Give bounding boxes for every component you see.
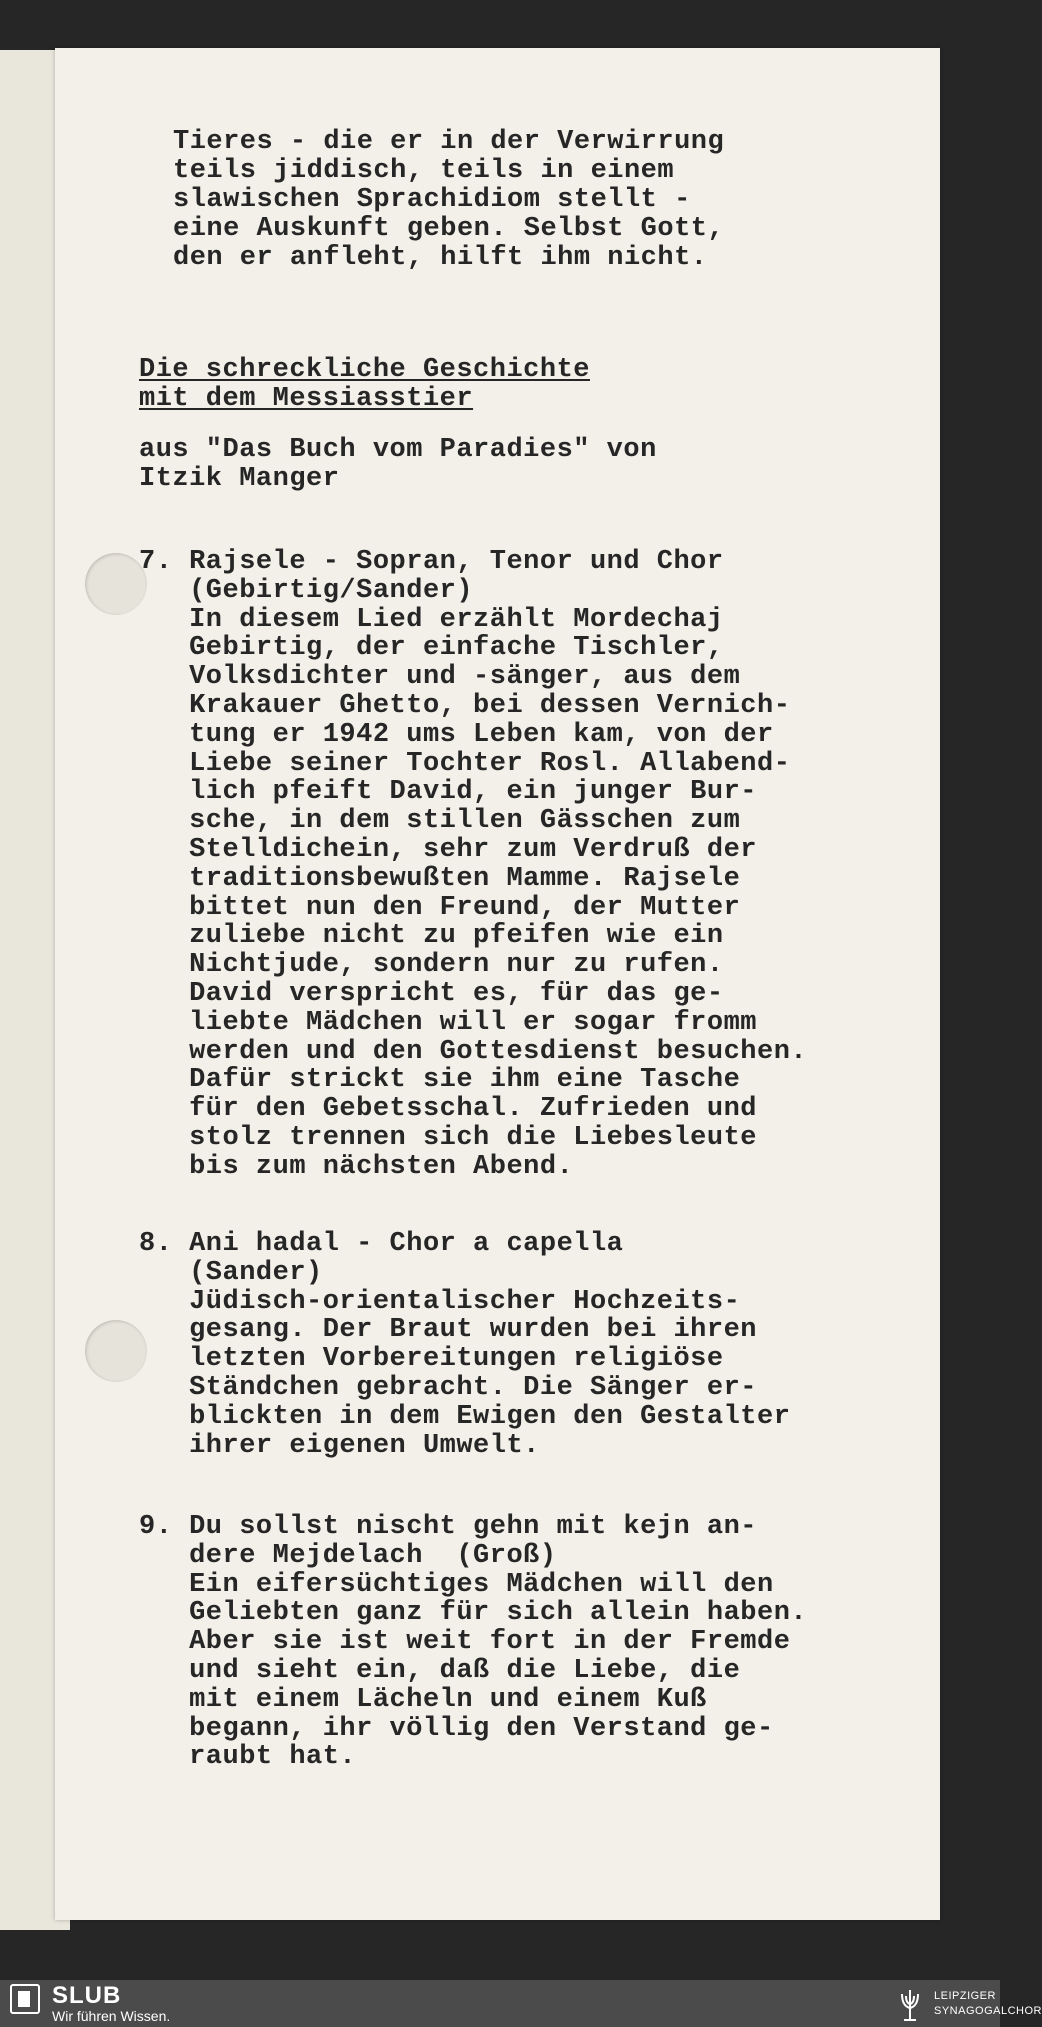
text-line: traditionsbewußten Mamme. Rajsele [139, 863, 741, 894]
text-line: stolz trennen sich die Liebesleute [139, 1123, 757, 1153]
text-line: werden und den Gottesdienst besuchen. [139, 1036, 808, 1067]
text-line: sche, in dem stillen Gässchen zum [139, 806, 741, 837]
text-line: aus "Das Buch vom Paradies" von [139, 435, 657, 465]
text-line: blickten in dem Ewigen den Gestalter [139, 1401, 791, 1432]
text-line: gesang. Der Braut wurden bei ihren [139, 1315, 757, 1346]
text-line: ihrer eigenen Umwelt. [139, 1430, 540, 1461]
text-line: letzten Vorbereitungen religiöse [139, 1344, 724, 1375]
text-line: Itzik Manger [139, 464, 340, 494]
text-line: Aber sie ist weit fort in der Fremde [139, 1627, 791, 1658]
text-line: bis zum nächsten Abend. [139, 1151, 574, 1182]
text-line: Jüdisch-orientalischer Hochzeits- [139, 1286, 741, 1317]
text-line: (Gebirtig/Sander) [139, 575, 474, 606]
text-line: 7. Rajsele - Sopran, Tenor und Chor [139, 547, 724, 577]
text-line: zuliebe nicht zu pfeifen wie ein [139, 921, 724, 952]
text-line: und sieht ein, daß die Liebe, die [139, 1656, 741, 1686]
text-line: lich pfeift David, ein junger Bur- [139, 777, 757, 808]
text-line: 8. Ani hadal - Chor a capella [139, 1229, 624, 1259]
text-line: mit dem Messiasstier [139, 384, 474, 414]
slub-logo-icon [10, 1984, 40, 2014]
text-line: Dafür strickt sie ihm eine Tasche [139, 1065, 741, 1096]
text-line: Nichtjude, sondern nur zu rufen. [139, 950, 724, 981]
slub-slogan: Wir führen Wissen. [52, 2008, 171, 2024]
text-line: Gebirtig, der einfache Tischler, [139, 633, 724, 664]
text-line: 9. Du sollst nischt gehn mit kejn an- [139, 1512, 757, 1542]
menorah-icon [897, 1986, 923, 2022]
text-line: begann, ihr völlig den Verstand ge- [139, 1713, 774, 1744]
text-line: raubt hat. [139, 1742, 357, 1773]
text-line: bittet nun den Freund, der Mutter [139, 892, 741, 923]
choir-name-line1: LEIPZIGER [934, 1990, 996, 2002]
text-line: Krakauer Ghetto, bei dessen Vernich- [139, 691, 791, 721]
text-line: Ständchen gebracht. Die Sänger er- [139, 1373, 757, 1403]
text-line: Stelldichein, sehr zum Verdruß der [139, 835, 757, 865]
text-line: (Sander) [139, 1257, 323, 1288]
text-line: für den Gebetsschal. Zufrieden und [139, 1094, 757, 1125]
text-line: Liebe seiner Tochter Rosl. Allabend- [139, 748, 791, 779]
text-line: Geliebten ganz für sich allein haben. [139, 1598, 808, 1629]
text-line: tung er 1942 ums Leben kam, von der [139, 719, 774, 750]
text-line: eine Auskunft geben. Selbst Gott, [173, 214, 725, 244]
text-line: Ein eifersüchtiges Mädchen will den [139, 1569, 774, 1600]
punch-hole-bottom [85, 1320, 147, 1382]
text-line: Die schreckliche Geschichte [139, 355, 590, 385]
document-page [55, 48, 940, 1920]
text-line: mit einem Lächeln und einem Kuß [139, 1684, 707, 1715]
text-line: den er anfleht, hilft ihm nicht. [173, 243, 708, 273]
footer-bar [0, 1980, 1042, 2027]
text-line: David verspricht es, für das ge- [139, 979, 724, 1009]
text-line: liebte Mädchen will er sogar fromm [139, 1007, 757, 1038]
text-line: In diesem Lied erzählt Mordechaj [139, 604, 724, 635]
text-line: teils jiddisch, teils in einem [173, 156, 675, 186]
text-line: Volksdichter und -sänger, aus dem [139, 662, 741, 693]
choir-name-line2: SYNAGOGALCHOR [934, 2005, 1042, 2017]
slub-name: SLUB [52, 1982, 122, 2009]
text-line: dere Mejdelach (Groß) [139, 1540, 557, 1571]
punch-hole-top [85, 553, 147, 615]
text-line: Tieres - die er in der Verwirrung [173, 127, 725, 157]
text-line: slawischen Sprachidiom stellt - [173, 185, 691, 215]
